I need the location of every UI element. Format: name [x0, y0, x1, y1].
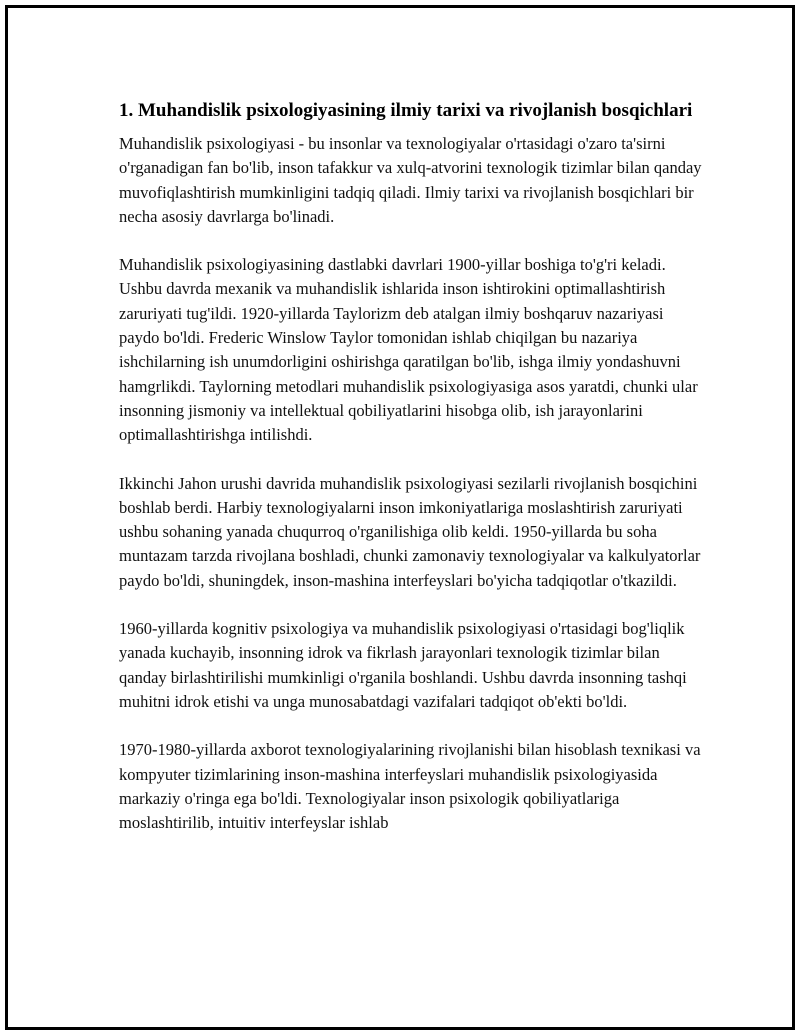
paragraph-intro: Muhandislik psixologiyasi - bu insonlar va texnologiyalar o'rtasidagi o'zaro ta'sirni o'rganadigan fan bo'lib, inson tafakkur va xulq-atvorini texnologik tizimlar bilan qanday muvofiqlashtirish mumkinligini tadqiq qiladi. Ilmiy tarixi va rivojlanish bosqichlari bir necha asosiy davrlarga bo'linadi. [119, 134, 702, 226]
paragraph-1970-1980s: 1970-1980-yillarda axborot texnologiyalarining rivojlanishi bilan hisoblash texnikasi va kompyuter tizimlarining inson-mashina interfeyslari muhandislik psixologiyasida markaziy o'ringa ega bo'ldi. Texnologiyalar inson psixologik qobiliyatlariga moslashtirilib, intuitiv interfeyslar ishlab [119, 740, 701, 833]
paragraph-world-war-two: Ikkinchi Jahon urushi davrida muhandislik psixologiyasi sezilarli rivojlanish bosqichini boshlab berdi. Harbiy texnologiyalarni inson imkoniyatlariga moslashtirish zaruriyati ushbu sohaning yanada chuqurroq o'rganilishiga olib keldi. 1950-yillarda bu soha muntazam tarzda rivojlana boshladi, chunki zamonaviy texnologiyalar va kalkulyatorlar paydo bo'ldi, shuningdek, inson-mashina interfeyslari bo'yicha tadqiqotlar o'tkazildi. [119, 473, 701, 590]
page-frame [5, 5, 795, 1030]
document-body [119, 97, 704, 859]
paragraph-1960s: 1960-yillarda kognitiv psixologiya va muhandislik psixologiyasi o'rtasidagi bog'liqlik yanada kuchayib, insonning idrok va fikrlash jarayonlari texnologik tizimlar bilan qanday birlashtirilishi mumkinligi o'rganila boshlandi. Ushbu davrda insonning tashqi muhitni idrok etishi va unga munosabatdagi vazifalari tadqiqot ob'ekti bo'ldi. [119, 619, 687, 711]
paragraph-early-period: Muhandislik psixologiyasining dastlabki davrlari 1900-yillar boshiga to'g'ri keladi. Ushbu davrda mexanik va muhandislik ishlarida inson ishtirokini optimallashtirish zaruriyati tug'ildi. 1920-yillarda Taylorizm deb atalgan ilmiy boshqaruv nazariyasi paydo bo'ldi. Frederic Winslow Taylor tomonidan ishlab chiqilgan bu nazariya ishchilarning ish unumdorligini oshirishga qaratilgan bo'lib, ishga ilmiy yondashuvni hamgrlikdi. Taylorning metodlari muhandislik psixologiyasiga asos yaratdi, chunki ular insonning jismoniy va intellektual qobiliyatlarini hisobga olib, ish jarayonlarini optimallashtirishga intilishdi. [119, 255, 698, 445]
section-heading: 1. Muhandislik psixologiyasining ilmiy tarixi va rivojlanish bosqichlari [119, 100, 693, 121]
